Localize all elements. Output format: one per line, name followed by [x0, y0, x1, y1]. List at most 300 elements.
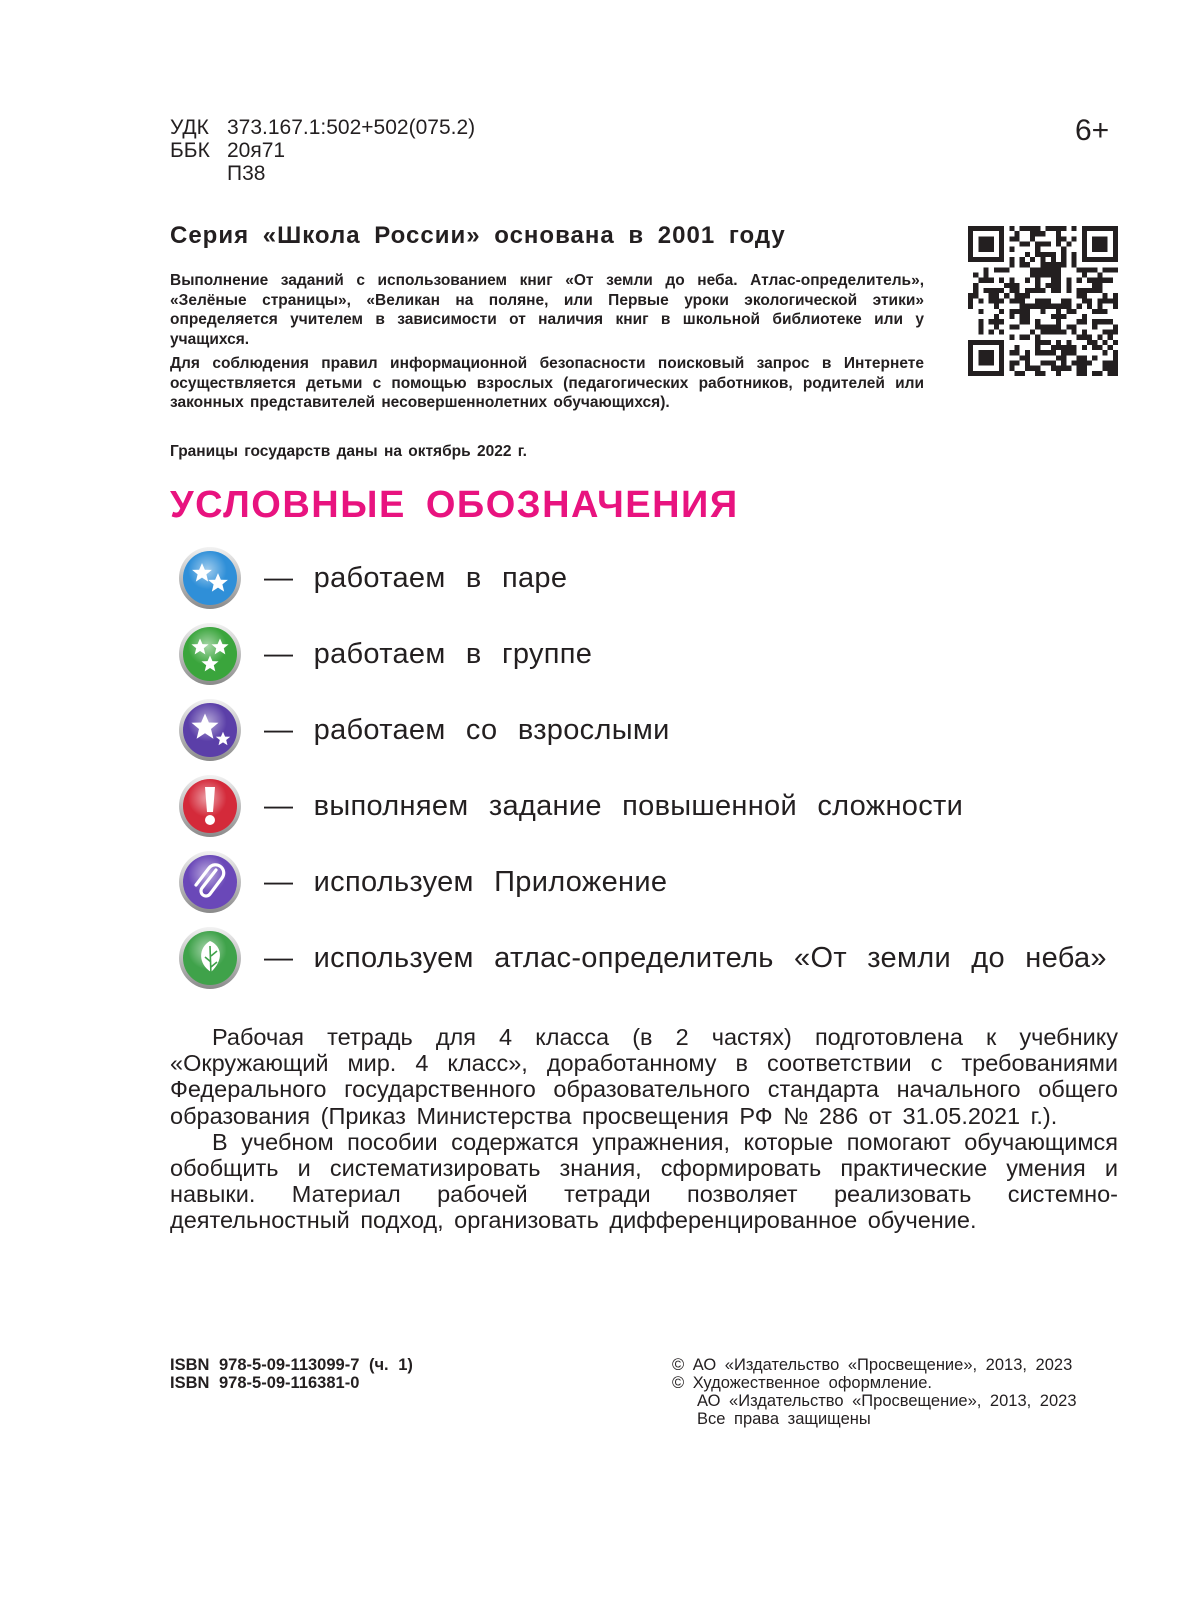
- qr-module: [1082, 257, 1087, 262]
- qr-module: [978, 226, 983, 231]
- description-paragraph-2: В учебном пособии содержатся упражнения, которые помогают обучающимся обобщить и систематизировать знания, сформировать практические умения и навыки. Материал рабочей тетради позволяет реализовать системно-деятельностный подход, организовать дифференцированное обучение.: [170, 1128, 1118, 1234]
- qr-module: [1082, 288, 1087, 293]
- qr-module: [1035, 324, 1040, 329]
- qr-module: [1046, 273, 1051, 278]
- qr-module: [973, 340, 978, 345]
- qr-module: [1087, 288, 1092, 293]
- qr-module: [984, 371, 989, 376]
- qr-module: [1077, 355, 1082, 360]
- qr-module: [1102, 298, 1107, 303]
- qr-module: [1046, 324, 1051, 329]
- legend-text-appendix: — используем Приложение: [264, 865, 668, 898]
- qr-module: [1009, 226, 1014, 231]
- qr-module: [1051, 252, 1056, 257]
- qr-module: [1071, 360, 1076, 365]
- qr-module: [1082, 345, 1087, 350]
- qr-module: [1071, 329, 1076, 334]
- qr-module: [1046, 252, 1051, 257]
- qr-module: [999, 298, 1004, 303]
- qr-module: [1066, 340, 1071, 345]
- qr-module: [1004, 283, 1009, 288]
- qr-module: [1056, 226, 1061, 231]
- qr-module: [1035, 278, 1040, 283]
- qr-module: [1051, 267, 1056, 272]
- qr-module: [968, 304, 973, 309]
- qr-module: [1030, 236, 1035, 241]
- qr-module: [1061, 314, 1066, 319]
- qr-module: [1102, 309, 1107, 314]
- udk-label: УДК: [170, 116, 209, 139]
- qr-module: [1009, 288, 1014, 293]
- bbk-value: 20я71: [227, 139, 286, 162]
- qr-module: [1020, 257, 1025, 262]
- qr-module: [1020, 293, 1025, 298]
- qr-module: [1040, 252, 1045, 257]
- qr-module: [1087, 298, 1092, 303]
- qr-module: [968, 247, 973, 252]
- books-note: Выполнение заданий с использованием книг «От земли до неба. Атлас-определитель», «Зелёные страницы», «Великан на поляне, или Первые уроки экологической этики» определяется учителем в зависимости от наличия книг в школьной библиотеке или у учащихся.: [170, 272, 924, 348]
- qr-module: [978, 329, 983, 334]
- qr-module: [984, 242, 989, 247]
- qr-module: [1077, 288, 1082, 293]
- qr-module: [999, 355, 1004, 360]
- qr-module: [1113, 324, 1118, 329]
- qr-module: [1025, 319, 1030, 324]
- qr-module: [1066, 278, 1071, 283]
- qr-module: [1082, 236, 1087, 241]
- qr-module: [989, 242, 994, 247]
- qr-module: [999, 345, 1004, 350]
- qr-module: [978, 355, 983, 360]
- qr-module: [1087, 340, 1092, 345]
- qr-module: [984, 257, 989, 262]
- qr-module: [1082, 293, 1087, 298]
- qr-module: [1108, 298, 1113, 303]
- qr-module: [1071, 236, 1076, 241]
- qr-module: [1108, 319, 1113, 324]
- qr-module: [1025, 350, 1030, 355]
- qr-module: [1082, 371, 1087, 376]
- rights-reserved: Все права защищены: [697, 1410, 871, 1428]
- qr-module: [1046, 283, 1051, 288]
- qr-module: [1051, 273, 1056, 278]
- qr-module: [1077, 278, 1082, 283]
- qr-module: [1066, 345, 1071, 350]
- qr-module: [1092, 257, 1097, 262]
- bbk-line: [170, 139, 285, 162]
- qr-module: [1071, 257, 1076, 262]
- qr-module: [1066, 366, 1071, 371]
- qr-module: [1025, 252, 1030, 257]
- qr-module: [1056, 371, 1061, 376]
- qr-module: [1113, 360, 1118, 365]
- qr-module: [1051, 329, 1056, 334]
- qr-module: [989, 350, 994, 355]
- qr-module: [1061, 345, 1066, 350]
- author-mark-line: [170, 162, 265, 185]
- qr-module: [994, 288, 999, 293]
- qr-module: [999, 257, 1004, 262]
- qr-module: [994, 298, 999, 303]
- qr-module: [1035, 252, 1040, 257]
- qr-module: [1108, 226, 1113, 231]
- qr-module: [1082, 267, 1087, 272]
- qr-module: [1092, 324, 1097, 329]
- qr-module: [1025, 314, 1030, 319]
- qr-module: [973, 273, 978, 278]
- qr-module: [1040, 257, 1045, 262]
- qr-module: [968, 236, 973, 241]
- qr-module: [1015, 360, 1020, 365]
- qr-module: [1082, 226, 1087, 231]
- qr-module: [1066, 288, 1071, 293]
- internet-note: Для соблюдения правил информационной безопасности поисковый запрос в Интернете осуществляется детьми с помощью взрослых (педагогических работников, родителей или законных представителей несовершеннолетних обучающихся).: [170, 355, 924, 411]
- qr-module: [1097, 345, 1102, 350]
- qr-module: [1087, 335, 1092, 340]
- qr-module: [1056, 366, 1061, 371]
- exclamation-icon: [178, 774, 242, 838]
- qr-module: [1030, 226, 1035, 231]
- qr-module: [968, 345, 973, 350]
- qr-module: [1092, 242, 1097, 247]
- qr-module: [1071, 226, 1076, 231]
- qr-module: [968, 340, 973, 345]
- qr-module: [1004, 293, 1009, 298]
- qr-module: [1097, 335, 1102, 340]
- qr-module: [1035, 345, 1040, 350]
- qr-module: [1092, 267, 1097, 272]
- qr-module: [1097, 304, 1102, 309]
- qr-module: [989, 257, 994, 262]
- qr-module: [994, 340, 999, 345]
- qr-module: [1046, 298, 1051, 303]
- pair-stars-icon: [178, 546, 242, 610]
- qr-module: [1066, 350, 1071, 355]
- qr-module: [1113, 366, 1118, 371]
- qr-module: [968, 366, 973, 371]
- qr-module: [1020, 371, 1025, 376]
- qr-module: [978, 309, 983, 314]
- qr-module: [1113, 231, 1118, 236]
- qr-module: [1102, 340, 1107, 345]
- qr-module: [1035, 340, 1040, 345]
- qr-module: [1025, 355, 1030, 360]
- qr-module: [1009, 314, 1014, 319]
- qr-module: [1051, 324, 1056, 329]
- qr-module: [1102, 236, 1107, 241]
- qr-module: [968, 371, 973, 376]
- qr-module: [994, 257, 999, 262]
- qr-module: [1015, 324, 1020, 329]
- qr-module: [973, 293, 978, 298]
- legend-item-adults: [178, 697, 670, 763]
- qr-module: [968, 355, 973, 360]
- qr-module: [1035, 226, 1040, 231]
- qr-module: [1015, 309, 1020, 314]
- copyright-design-publisher: АО «Издательство «Просвещение», 2013, 2023: [697, 1392, 1077, 1410]
- qr-module: [1108, 360, 1113, 365]
- qr-module: [1102, 350, 1107, 355]
- qr-module: [989, 355, 994, 360]
- legend-text-pair: — работаем в паре: [264, 561, 568, 594]
- qr-module: [1009, 360, 1014, 365]
- qr-module: [1087, 267, 1092, 272]
- legend-text-adults: — работаем со взрослыми: [264, 713, 670, 746]
- qr-module: [1082, 355, 1087, 360]
- qr-module: [973, 283, 978, 288]
- qr-module: [1097, 242, 1102, 247]
- qr-code[interactable]: [968, 226, 1118, 376]
- qr-module: [1102, 257, 1107, 262]
- qr-module: [1015, 298, 1020, 303]
- qr-module: [1025, 304, 1030, 309]
- qr-module: [984, 288, 989, 293]
- qr-module: [1097, 309, 1102, 314]
- qr-module: [1061, 298, 1066, 303]
- qr-module: [1035, 298, 1040, 303]
- qr-module: [1061, 355, 1066, 360]
- qr-module: [978, 324, 983, 329]
- qr-module: [1066, 283, 1071, 288]
- qr-module: [1051, 278, 1056, 283]
- qr-module: [1113, 329, 1118, 334]
- qr-module: [1097, 283, 1102, 288]
- qr-module: [999, 366, 1004, 371]
- qr-module: [1040, 242, 1045, 247]
- qr-module: [968, 293, 973, 298]
- qr-module: [1066, 304, 1071, 309]
- qr-module: [989, 247, 994, 252]
- qr-module: [1092, 226, 1097, 231]
- qr-module: [989, 226, 994, 231]
- group-stars-icon: [178, 622, 242, 686]
- description: [170, 1024, 1118, 1234]
- qr-module: [999, 329, 1004, 334]
- qr-module: [1108, 371, 1113, 376]
- udk-line: [170, 116, 475, 139]
- qr-module: [1030, 273, 1035, 278]
- qr-module: [1020, 314, 1025, 319]
- legend-item-group: [178, 621, 592, 687]
- qr-module: [1025, 262, 1030, 267]
- qr-module: [1020, 335, 1025, 340]
- qr-module: [1108, 366, 1113, 371]
- qr-module: [994, 293, 999, 298]
- qr-module: [1015, 236, 1020, 241]
- qr-module: [1035, 267, 1040, 272]
- qr-module: [1009, 283, 1014, 288]
- qr-module: [1040, 231, 1045, 236]
- qr-module: [1092, 319, 1097, 324]
- qr-module: [1087, 226, 1092, 231]
- qr-module: [1113, 298, 1118, 303]
- qr-module: [1113, 242, 1118, 247]
- qr-module: [1082, 298, 1087, 303]
- qr-module: [999, 350, 1004, 355]
- qr-module: [1082, 319, 1087, 324]
- qr-module: [1061, 262, 1066, 267]
- qr-module: [978, 350, 983, 355]
- qr-module: [999, 278, 1004, 283]
- qr-module: [1077, 335, 1082, 340]
- qr-module: [1082, 273, 1087, 278]
- qr-module: [1113, 304, 1118, 309]
- qr-module: [1020, 242, 1025, 247]
- qr-module: [1056, 242, 1061, 247]
- qr-module: [989, 236, 994, 241]
- qr-module: [1071, 252, 1076, 257]
- qr-module: [1009, 278, 1014, 283]
- qr-module: [1077, 267, 1082, 272]
- qr-module: [1066, 309, 1071, 314]
- qr-module: [1025, 278, 1030, 283]
- qr-module: [1092, 355, 1097, 360]
- qr-module: [1056, 304, 1061, 309]
- qr-module: [1040, 304, 1045, 309]
- qr-module: [1102, 226, 1107, 231]
- qr-module: [1056, 262, 1061, 267]
- qr-module: [1020, 355, 1025, 360]
- qr-module: [1046, 267, 1051, 272]
- qr-module: [1030, 231, 1035, 236]
- qr-module: [999, 309, 1004, 314]
- qr-module: [1009, 262, 1014, 267]
- qr-module: [999, 252, 1004, 257]
- qr-module: [999, 247, 1004, 252]
- qr-module: [1046, 329, 1051, 334]
- qr-module: [968, 257, 973, 262]
- qr-module: [978, 371, 983, 376]
- qr-module: [1035, 231, 1040, 236]
- legend-text-atlas: — используем атлас-определитель «От земли до неба»: [264, 941, 1107, 974]
- qr-module: [1046, 304, 1051, 309]
- copyright-design: © Художественное оформление.: [672, 1374, 932, 1392]
- qr-module: [999, 371, 1004, 376]
- qr-module: [1009, 236, 1014, 241]
- qr-module: [1056, 236, 1061, 241]
- qr-module: [1113, 371, 1118, 376]
- qr-module: [1046, 226, 1051, 231]
- qr-module: [1025, 335, 1030, 340]
- qr-module: [1113, 257, 1118, 262]
- qr-module: [1009, 257, 1014, 262]
- qr-module: [984, 350, 989, 355]
- qr-module: [989, 371, 994, 376]
- qr-module: [1087, 304, 1092, 309]
- legend-text-difficult: — выполняем задание повышенной сложности: [264, 789, 964, 822]
- qr-module: [984, 355, 989, 360]
- qr-module: [1051, 360, 1056, 365]
- author-mark: П38: [227, 162, 266, 185]
- qr-module: [1061, 247, 1066, 252]
- qr-module: [1056, 314, 1061, 319]
- qr-module: [1082, 335, 1087, 340]
- qr-module: [1020, 319, 1025, 324]
- qr-module: [1113, 267, 1118, 272]
- qr-module: [1056, 329, 1061, 334]
- qr-module: [1040, 273, 1045, 278]
- qr-module: [1097, 257, 1102, 262]
- qr-module: [1056, 355, 1061, 360]
- qr-module: [1061, 252, 1066, 257]
- qr-module: [1009, 366, 1014, 371]
- qr-module: [1035, 371, 1040, 376]
- qr-module: [1056, 309, 1061, 314]
- qr-module: [1061, 304, 1066, 309]
- qr-module: [1087, 257, 1092, 262]
- qr-module: [1040, 298, 1045, 303]
- qr-module: [1071, 262, 1076, 267]
- qr-module: [1092, 247, 1097, 252]
- qr-module: [1040, 340, 1045, 345]
- qr-module: [1102, 242, 1107, 247]
- qr-module: [1015, 283, 1020, 288]
- qr-module: [1113, 355, 1118, 360]
- qr-module: [1015, 350, 1020, 355]
- qr-module: [1040, 329, 1045, 334]
- qr-module: [1040, 288, 1045, 293]
- qr-module: [1051, 350, 1056, 355]
- qr-module: [1009, 324, 1014, 329]
- qr-module: [1056, 288, 1061, 293]
- qr-module: [989, 360, 994, 365]
- qr-module: [1077, 319, 1082, 324]
- qr-module: [1077, 304, 1082, 309]
- qr-module: [1030, 288, 1035, 293]
- qr-module: [1030, 329, 1035, 334]
- qr-module: [1082, 360, 1087, 365]
- qr-module: [1092, 340, 1097, 345]
- qr-module: [1040, 371, 1045, 376]
- legend-item-atlas: [178, 925, 1107, 991]
- qr-module: [1108, 267, 1113, 272]
- qr-module: [1056, 345, 1061, 350]
- qr-module: [1040, 309, 1045, 314]
- qr-module: [1082, 247, 1087, 252]
- qr-module: [968, 298, 973, 303]
- qr-module: [1097, 298, 1102, 303]
- qr-module: [1035, 247, 1040, 252]
- qr-module: [1035, 350, 1040, 355]
- qr-module: [1051, 314, 1056, 319]
- qr-module: [1051, 262, 1056, 267]
- qr-module: [978, 319, 983, 324]
- qr-module: [1004, 267, 1009, 272]
- qr-module: [989, 293, 994, 298]
- isbn-set: ISBN 978-5-09-116381-0: [170, 1374, 360, 1392]
- qr-module: [973, 288, 978, 293]
- qr-module: [999, 226, 1004, 231]
- series-line: Серия «Школа России» основана в 2001 году: [170, 222, 786, 249]
- qr-module: [1035, 366, 1040, 371]
- qr-module: [1040, 350, 1045, 355]
- qr-module: [999, 319, 1004, 324]
- qr-module: [984, 360, 989, 365]
- qr-module: [999, 231, 1004, 236]
- qr-module: [1097, 226, 1102, 231]
- qr-module: [1056, 278, 1061, 283]
- qr-module: [1113, 350, 1118, 355]
- qr-module: [1056, 283, 1061, 288]
- qr-module: [1071, 309, 1076, 314]
- qr-module: [1030, 267, 1035, 272]
- qr-module: [1087, 360, 1092, 365]
- qr-module: [1020, 304, 1025, 309]
- qr-module: [1035, 242, 1040, 247]
- qr-module: [1082, 314, 1087, 319]
- qr-module: [1056, 319, 1061, 324]
- qr-module: [1015, 293, 1020, 298]
